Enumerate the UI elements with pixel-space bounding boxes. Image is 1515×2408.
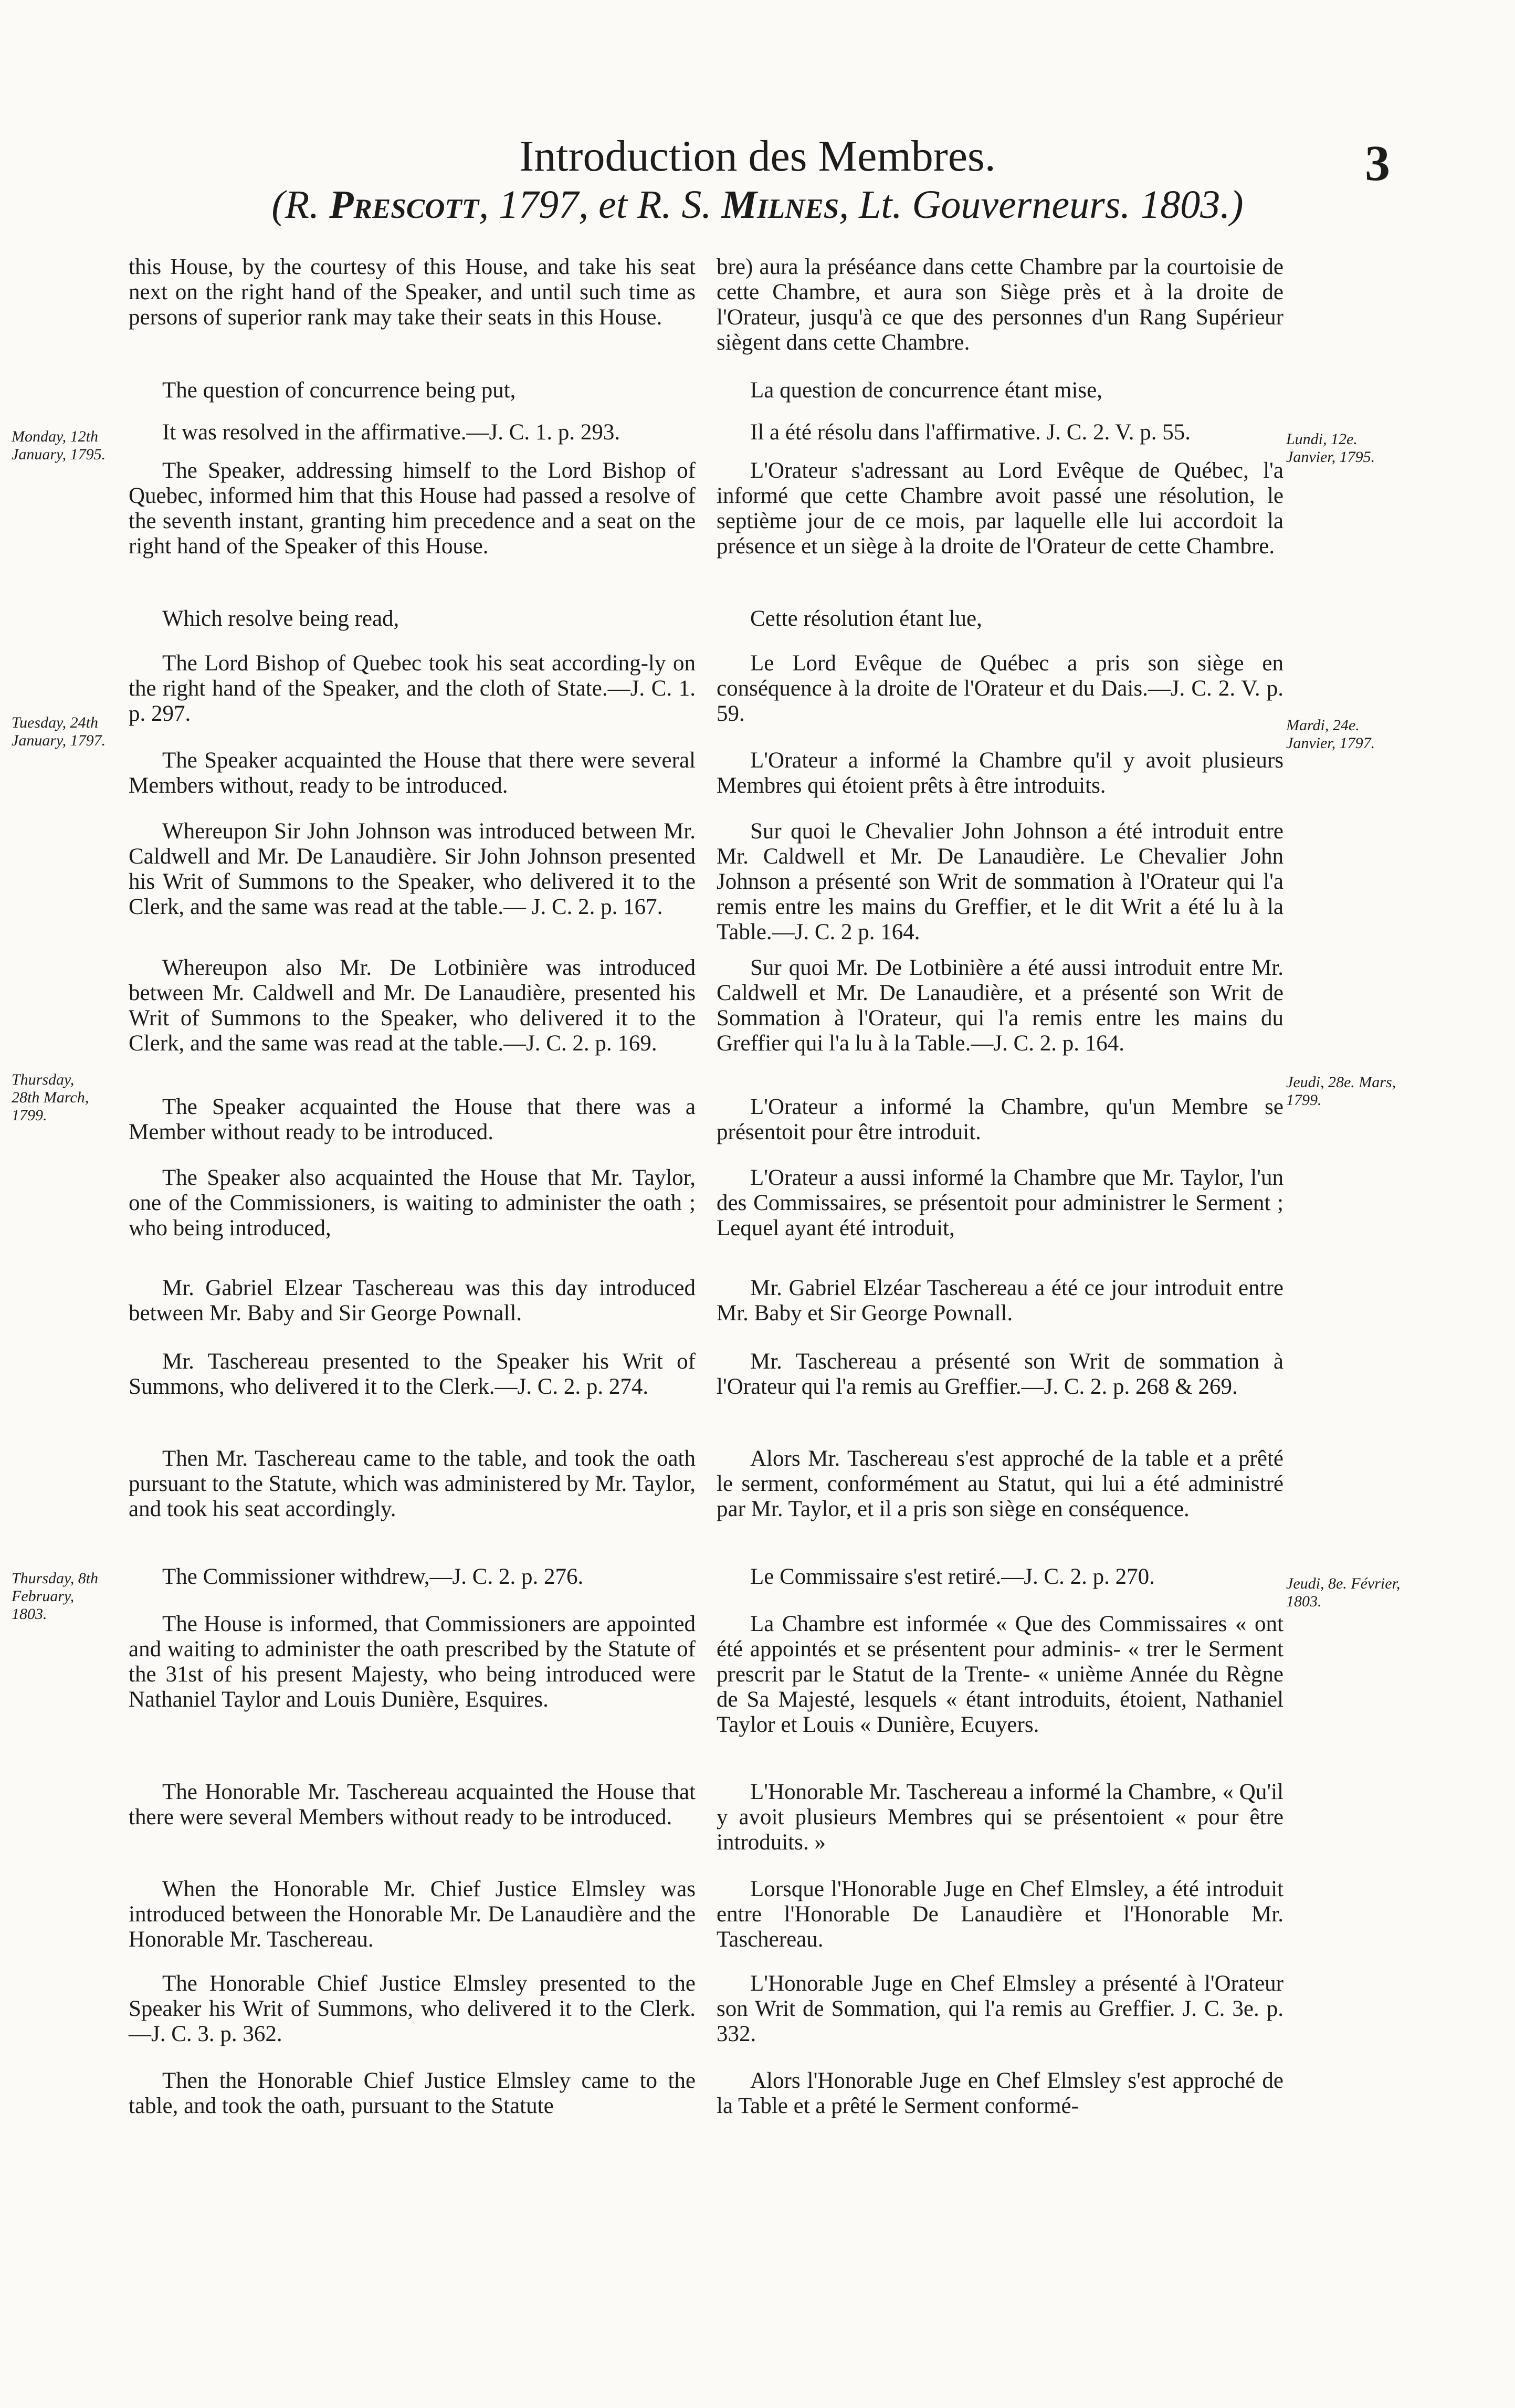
english-paragraph: The Honorable Mr. Taschereau acquainted the House that there were several Members without ready to be introduced. bbox=[129, 1780, 696, 1829]
english-paragraph: Which resolve being read, bbox=[162, 606, 399, 631]
english-paragraph: The Honorable Chief Justice Elmsley presented to the Speaker his Writ of Summons, who delivered it to the Clerk.—J. C. 3. p. 362. bbox=[129, 1971, 696, 2046]
page-title: Introduction des Membres. bbox=[519, 132, 996, 181]
subtitle-name-milnes: Milnes bbox=[721, 183, 839, 227]
english-paragraph: The Speaker also acquainted the House that Mr. Taylor, one of the Commissioners, is waiting to administer the oath ; who being introduced, bbox=[129, 1165, 696, 1240]
french-paragraph: Lorsque l'Honorable Juge en Chef Elmsley, a été introduit entre l'Honorable De Lanaudière et l'Honorable Mr. Taschereau. bbox=[717, 1877, 1283, 1952]
page-subtitle bbox=[0, 181, 1515, 228]
french-paragraph: La Chambre est informée « Que des Commissaires « ont été appointés et se présentent pour adminis- « trer le Serment prescrit par le Statut de la Trente- « unième Année du Règne de Sa Majesté, lesquels « étant introduits, étoient, Nathaniel Taylor et Louis « Dunière, Ecuyers. bbox=[717, 1612, 1283, 1737]
margin-date-right: Mardi, 24e. Janvier, 1797. bbox=[1286, 717, 1375, 752]
french-paragraph: Sur quoi Mr. De Lotbinière a été aussi introduit entre Mr. Caldwell et Mr. De Lanaudière, et a présenté son Writ de Sommation à l'Orateur, qui l'a remis entre les mains du Greffier qui l'a lu à la Table.—J. C. 2. p. 164. bbox=[717, 955, 1283, 1056]
english-paragraph: When the Honorable Mr. Chief Justice Elmsley was introduced between the Honorable Mr. De Lanaudière and the Honorable Mr. Taschereau. bbox=[129, 1877, 696, 1952]
french-paragraph: bre) aura la préséance dans cette Chambre par la courtoisie de cette Chambre, et aura son Siège près et à la droite de l'Orateur, jusqu'à ce que des personnes d'un Rang Supérieur siègent dans cette Chambre. bbox=[717, 255, 1283, 355]
margin-date-right: Jeudi, 8e. Février, 1803. bbox=[1286, 1575, 1401, 1610]
english-paragraph: It was resolved in the affirmative.—J. C. 1. p. 293. bbox=[162, 420, 620, 445]
english-paragraph: The Speaker acquainted the House that there was a Member without ready to be introduced. bbox=[129, 1095, 696, 1144]
french-paragraph: L'Orateur a informé la Chambre qu'il y avoit plusieurs Membres qui étoient prêts à être introduits. bbox=[717, 748, 1283, 798]
french-paragraph: L'Orateur a informé la Chambre, qu'un Membre se présentoit pour être introduit. bbox=[717, 1095, 1283, 1144]
english-paragraph: The House is informed, that Commissioners are appointed and waiting to administer the oath prescribed by the Statute of the 31st of his present Majesty, who being introduced were Nathaniel Taylor and Louis Dunière, Esquires. bbox=[129, 1612, 696, 1712]
english-paragraph: Whereupon also Mr. De Lotbinière was introduced between Mr. Caldwell and Mr. De Lanaudière, presented his Writ of Summons to the Speaker, who delivered it to the Clerk, and the same was read at the table.—J. C. 2. p. 169. bbox=[129, 955, 696, 1056]
french-paragraph: Alors Mr. Taschereau s'est approché de la table et a prêté le serment, conformément au Statut, qui lui a été administré par Mr. Taylor, et il a pris son siège en conséquence. bbox=[717, 1446, 1283, 1521]
french-paragraph: Sur quoi le Chevalier John Johnson a été introduit entre Mr. Caldwell et Mr. De Lanaudière. Le Chevalier John Johnson a présenté son Writ de sommation à l'Orateur qui l'a remis entre les mains du Greffier, et le dit Writ a été lu à la Table.—J. C. 2 p. 164. bbox=[717, 819, 1283, 944]
margin-date-left: Thursday, 28th March, 1799. bbox=[12, 1071, 89, 1124]
margin-date-left: Monday, 12th January, 1795. bbox=[12, 428, 106, 463]
french-paragraph: Mr. Gabriel Elzéar Taschereau a été ce jour introduit entre Mr. Baby et Sir George Pownall. bbox=[717, 1276, 1283, 1326]
french-paragraph: Le Commissaire s'est retiré.—J. C. 2. p. 270. bbox=[750, 1564, 1155, 1589]
margin-date-right: Jeudi, 28e. Mars, 1799. bbox=[1286, 1074, 1396, 1109]
french-paragraph: L'Orateur s'adressant au Lord Evêque de Québec, l'a informé que cette Chambre avoit passé une résolution, le septième jour de ce mois, par laquelle elle lui accordoit la présence et un siège à la droite de l'Orateur de cette Chambre. bbox=[717, 458, 1283, 559]
french-paragraph: Cette résolution étant lue, bbox=[750, 606, 982, 631]
english-paragraph: Mr. Gabriel Elzear Taschereau was this day introduced between Mr. Baby and Sir George Pownall. bbox=[129, 1276, 696, 1326]
english-paragraph: The question of concurrence being put, bbox=[162, 378, 516, 403]
english-paragraph: Then Mr. Taschereau came to the table, and took the oath pursuant to the Statute, which was administered by Mr. Taylor, and took his seat accordingly. bbox=[129, 1446, 696, 1521]
english-paragraph: The Speaker acquainted the House that there were several Members without, ready to be introduced. bbox=[129, 748, 696, 798]
margin-date-left: Tuesday, 24th January, 1797. bbox=[12, 714, 106, 749]
english-paragraph: Whereupon Sir John Johnson was introduced between Mr. Caldwell and Mr. De Lanaudière. Sir John Johnson presented his Writ of Summons to the Speaker, who delivered it to the Clerk, and the same was read at the table.— J. C. 2. p. 167. bbox=[129, 819, 696, 919]
english-paragraph: Mr. Taschereau presented to the Speaker his Writ of Summons, who delivered it to the Clerk.—J. C. 2. p. 274. bbox=[129, 1349, 696, 1399]
subtitle-mid: , 1797, et R. S. bbox=[479, 183, 722, 227]
french-paragraph: Il a été résolu dans l'affirmative. J. C. 2. V. p. 55. bbox=[750, 420, 1191, 445]
french-paragraph: Alors l'Honorable Juge en Chef Elmsley s'est approché de la Table et a prêté le Serment conformé- bbox=[717, 2068, 1283, 2118]
french-paragraph: Le Lord Evêque de Québec a pris son siège en conséquence à la droite de l'Orateur et du Dais.—J. C. 2. V. p. 59. bbox=[717, 651, 1283, 726]
english-paragraph: The Commissioner withdrew,—J. C. 2. p. 276. bbox=[162, 1564, 584, 1589]
english-paragraph: The Speaker, addressing himself to the Lord Bishop of Quebec, informed him that this House had passed a resolve of the seventh instant, granting him precedence and a seat on the right hand of the Speaker of this House. bbox=[129, 458, 696, 559]
english-paragraph: The Lord Bishop of Quebec took his seat according-ly on the right hand of the Speaker, and the cloth of State.—J. C. 1. p. 297. bbox=[129, 651, 696, 726]
french-paragraph: Mr. Taschereau a présenté son Writ de sommation à l'Orateur qui l'a remis au Greffier.—J. C. 2. p. 268 & 269. bbox=[717, 1349, 1283, 1399]
english-paragraph: this House, by the courtesy of this House, and take his seat next on the right hand of the Speaker, and until such time as persons of superior rank may take their seats in this House. bbox=[129, 255, 696, 330]
english-paragraph: Then the Honorable Chief Justice Elmsley came to the table, and took the oath, pursuant to the Statute bbox=[129, 2068, 696, 2118]
french-paragraph: L'Orateur a aussi informé la Chambre que Mr. Taylor, l'un des Commissaires, se présentoit pour administrer le Serment ; Lequel ayant été introduit, bbox=[717, 1165, 1283, 1240]
french-paragraph: L'Honorable Juge en Chef Elmsley a présenté à l'Orateur son Writ de Sommation, qui l'a remis au Greffier. J. C. 3e. p. 332. bbox=[717, 1971, 1283, 2046]
french-paragraph: L'Honorable Mr. Taschereau a informé la Chambre, « Qu'il y avoit plusieurs Membres qui se présentoient « pour être introduits. » bbox=[717, 1780, 1283, 1855]
french-paragraph: La question de concurrence étant mise, bbox=[750, 378, 1102, 403]
subtitle-prefix: (R. bbox=[271, 183, 330, 227]
page-number: 3 bbox=[1365, 135, 1390, 191]
margin-date-right: Lundi, 12e. Janvier, 1795. bbox=[1286, 430, 1375, 466]
margin-date-left: Thursday, 8th February, 1803. bbox=[12, 1570, 99, 1623]
subtitle-name-prescott: Prescott bbox=[329, 183, 479, 227]
subtitle-suffix: , Lt. Gouverneurs. 1803.) bbox=[839, 183, 1244, 227]
